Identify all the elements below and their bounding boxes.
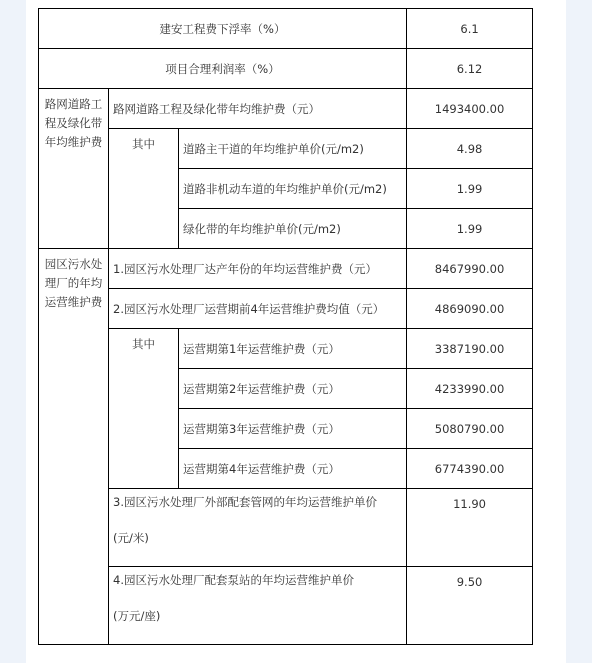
road-item-label: 道路主干道的年均维护单价(元/m2) [179,129,407,169]
road-item-value: 1.99 [407,209,533,249]
sewage-category-label: 园区污水处理厂的年均运营维护费 [39,249,109,645]
road-category-label: 路网道路工程及绿化带年均维护费 [39,89,109,249]
road-item-value: 4.98 [407,129,533,169]
construction-discount-value: 6.1 [407,9,533,49]
road-item-value: 1.99 [407,169,533,209]
table-row [39,9,533,49]
sewage-year-value: 6774390.00 [407,449,533,489]
table-row [39,49,533,89]
table-row [39,329,533,369]
sewage-year-value: 5080790.00 [407,409,533,449]
sewage-item4-label-line2: (万元/座) [113,609,161,623]
road-item-label: 绿化带的年均维护单价(元/m2) [179,209,407,249]
sewage-year-label: 运营期第4年运营维护费（元） [179,449,407,489]
road-total-value: 1493400.00 [407,89,533,129]
table-row [39,249,533,289]
sewage-year-label: 运营期第2年运营维护费（元） [179,369,407,409]
sewage-item2-label: 2.园区污水处理厂运营期前4年运营维护费均值（元） [109,289,407,329]
sewage-year-label: 运营期第1年运营维护费（元） [179,329,407,369]
profit-rate-label: 项目合理利润率（%） [39,49,407,89]
road-item-label: 道路非机动车道的年均维护单价(元/m2) [179,169,407,209]
road-total-label: 路网道路工程及绿化带年均维护费（元） [109,89,407,129]
table-row [39,489,533,567]
road-sub-header: 其中 [109,129,179,249]
sewage-sub-header: 其中 [109,329,179,489]
maintenance-cost-table [38,8,533,645]
table-row [39,89,533,129]
sewage-item3-label-line2: (元/米) [113,531,149,545]
sewage-item1-value: 8467990.00 [407,249,533,289]
table-row [39,289,533,329]
table-row [39,567,533,645]
sewage-item4-label-line1: 4.园区污水处理厂配套泵站的年均运营维护单价 [113,573,354,587]
table-row [39,129,533,169]
sewage-year-value: 4233990.00 [407,369,533,409]
sewage-year-label: 运营期第3年运营维护费（元） [179,409,407,449]
sewage-item3-label-line1: 3.园区污水处理厂外部配套管网的年均运营维护单价 [113,495,377,509]
sewage-item1-label: 1.园区污水处理厂达产年份的年均运营维护费（元） [109,249,407,289]
profit-rate-value: 6.12 [407,49,533,89]
sewage-item3-value: 11.90 [407,489,533,567]
sewage-item2-value: 4869090.00 [407,289,533,329]
sewage-item3-label [109,489,407,567]
sewage-item4-value: 9.50 [407,567,533,645]
sewage-year-value: 3387190.00 [407,329,533,369]
construction-discount-label: 建安工程费下浮率（%） [39,9,407,49]
sewage-item4-label [109,567,407,645]
